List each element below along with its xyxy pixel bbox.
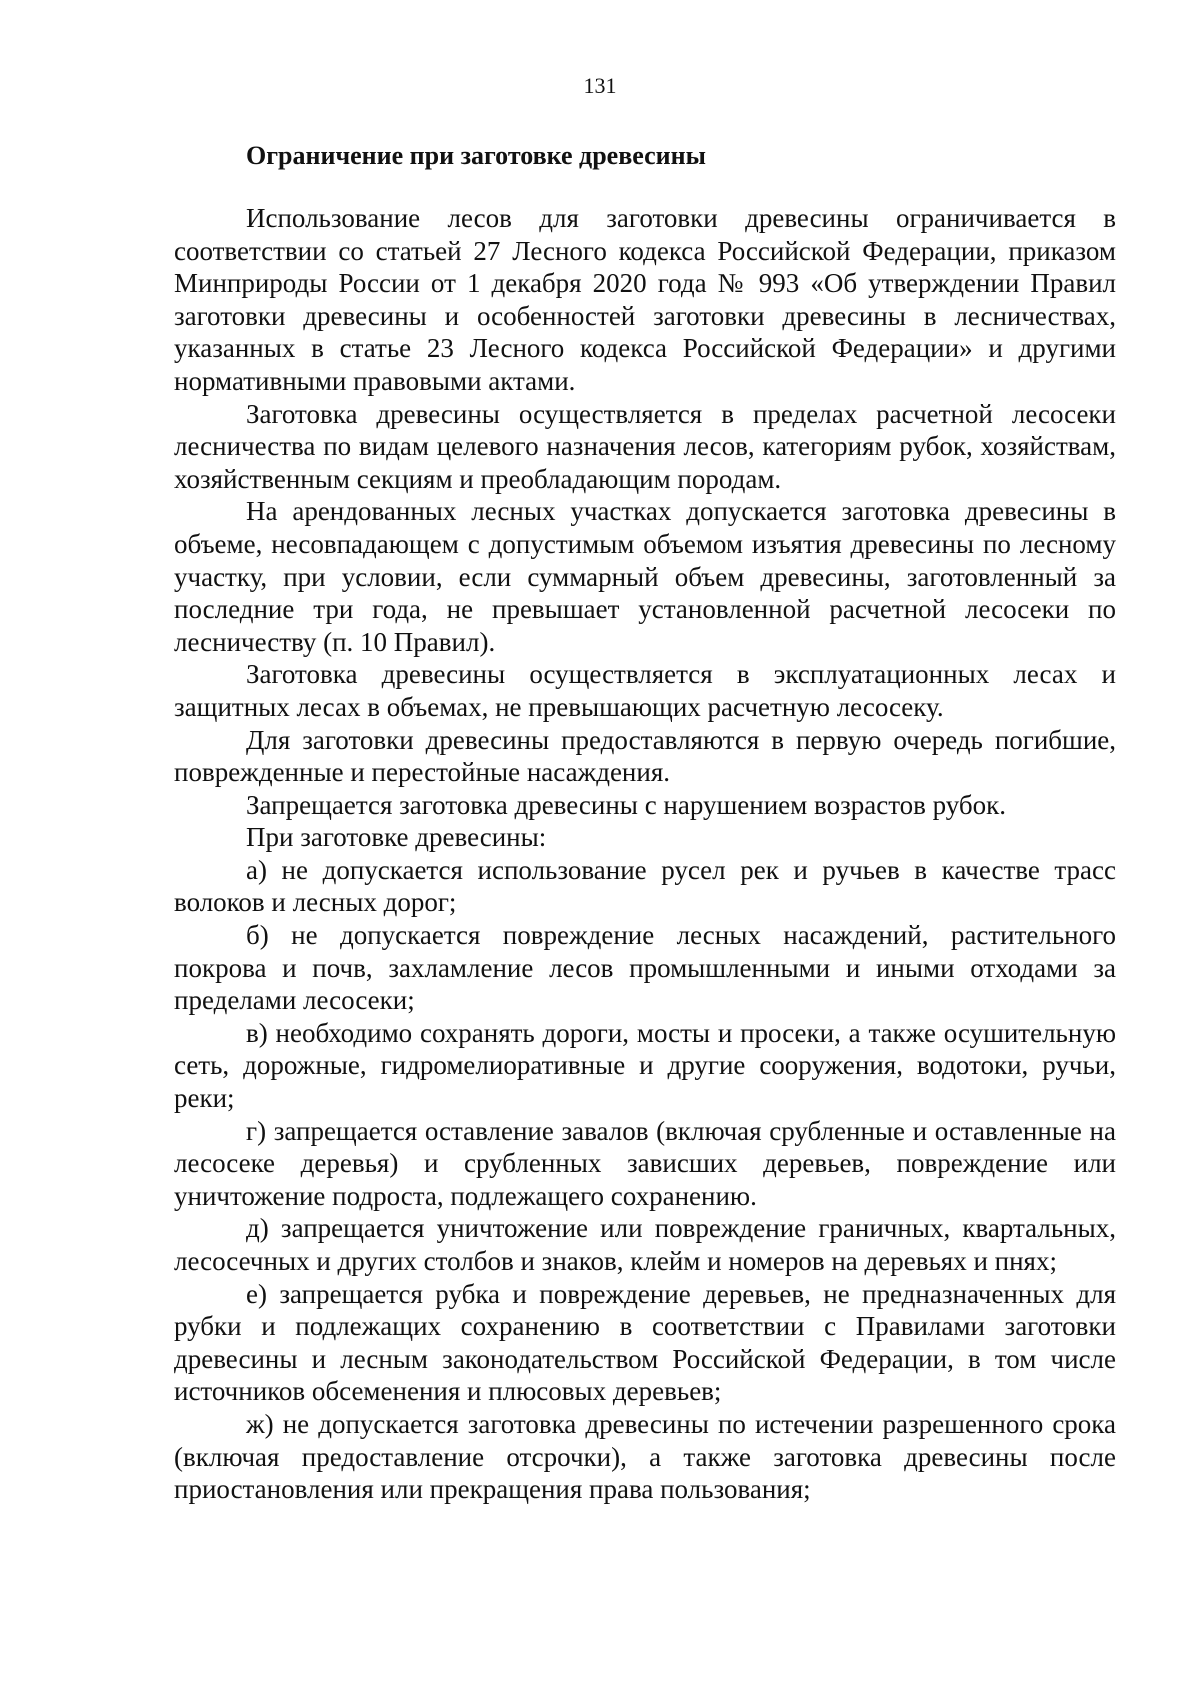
document-body xyxy=(174,202,1116,1506)
section-title: Ограничение при заготовке древесины xyxy=(246,141,706,170)
list-item: д) запрещается уничтожение или повреждение граничных, квартальных, лесосечных и других столбов и знаков, клейм и номеров на деревьях и пнях; xyxy=(174,1213,1116,1276)
paragraph: Заготовка древесины осуществляется в пределах расчетной лесосеки лесничества по видам целевого назначения лесов, категориям рубок, хозяйствам, хозяйственным секциям и преобладающим породам. xyxy=(174,398,1116,494)
page-number: 131 xyxy=(583,73,617,98)
paragraph: На арендованных лесных участках допускается заготовка древесины в объеме, несовпадающем с допустимым объемом изъятия древесины по лесному участку, при условии, если суммарный объем древесины, заготовленный за последние три года, не превышает установленной расчетной лесосеки по лесничеству (п. 10 Правил). xyxy=(174,496,1116,657)
list-item: б) не допускается повреждение лесных насаждений, растительного покрова и почв, захламление лесов промышленными и иными отходами за пределами лесосеки; xyxy=(174,920,1116,1016)
list-item: а) не допускается использование русел рек и ручьев в качестве трасс волоков и лесных дорог; xyxy=(174,854,1116,918)
list-item: в) необходимо сохранять дороги, мосты и просеки, а также осушительную сеть, дорожные, гидромелиоративные и другие сооружения, водотоки, ручьи, реки; xyxy=(174,1017,1116,1114)
paragraph: При заготовке древесины: xyxy=(246,822,547,853)
paragraph: Запрещается заготовка древесины с нарушением возрастов рубок. xyxy=(246,789,1007,820)
list-item: е) запрещается рубка и повреждение деревьев, не предназначенных для рубки и подлежащих сохранению в соответствии с Правилами заготовки древесины и лесным законодательством Российской Федерации, в том числе источников обсеменения и плюсовых деревьев; xyxy=(174,1278,1116,1407)
list-item: ж) не допускается заготовка древесины по истечении разрешенного срока (включая предоставление отсрочки), а также заготовка древесины после приостановления или прекращения права пользования; xyxy=(174,1408,1116,1505)
paragraph: Для заготовки древесины предоставляются в первую очередь погибшие, поврежденные и перестойные насаждения. xyxy=(174,724,1116,788)
list-item: г) запрещается оставление завалов (включая срубленные и оставленные на лесосеке деревья) и срубленных зависших деревьев, повреждение или уничтожение подроста, подлежащего сохранению. xyxy=(174,1115,1116,1211)
paragraph: Заготовка древесины осуществляется в эксплуатационных лесах и защитных лесах в объемах, не превышающих расчетную лесосеку. xyxy=(174,659,1116,722)
paragraph: Использование лесов для заготовки древесины ограничивается в соответствии со статьей 27 Лесного кодекса Российской Федерации, приказом Минприроды России от 1 декабря 2020 года № 993 «Об утверждении Правил заготовки древесины и особенностей заготовки древесины в лесничествах, указанных в статье 23 Лесного кодекса Российской Федерации» и другими нормативными правовыми актами. xyxy=(174,203,1116,396)
